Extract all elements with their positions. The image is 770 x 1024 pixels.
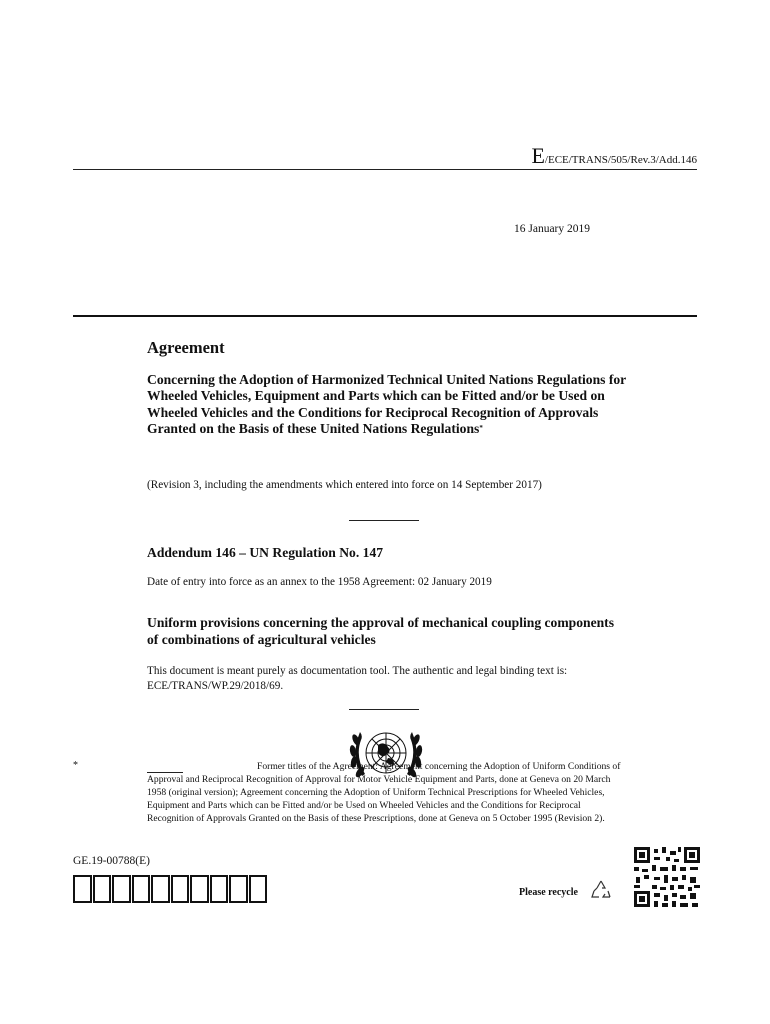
footnote-text: Former titles of the Agreement: Agreement concerning the Adoption of Uniform Conditions of Approval and Reciprocal Recognition of Approval for Motor Vehicle Equipment and Parts, done at Geneva on 20 March 1958 (original version); Agreement concerning the Adoption of Uniform Technical Prescriptions for Wheeled Vehicles, Equipment and Parts which can be Fitted and/or be Used on Wheeled Vehicles and the Conditions for Reciprocal Recognition of Approvals Granted on the Basis of these Prescriptions, done at Geneva on 5 October 1995 (Revision 2).	[147, 761, 621, 824]
barcode-box	[171, 875, 190, 903]
job-number: GE.19-00788(E)	[73, 855, 150, 867]
symbol-code: /ECE/TRANS/505/Rev.3/Add.146	[544, 154, 697, 166]
document-symbol	[73, 143, 697, 169]
footnote-star: *	[73, 760, 78, 771]
barcode-box	[210, 875, 229, 903]
agreement-title	[147, 372, 627, 438]
barcode-box	[190, 875, 209, 903]
please-recycle-label: Please recycle	[519, 887, 578, 898]
qr-code-icon	[634, 847, 700, 907]
separator-rule	[349, 520, 419, 521]
barcode	[73, 875, 267, 903]
barcode-box	[93, 875, 112, 903]
revision-note: (Revision 3, including the amendments which entered into force on 14 September 2017)	[147, 479, 542, 491]
document-date: 16 January 2019	[514, 223, 591, 235]
barcode-box	[249, 875, 268, 903]
documentation-note: This document is meant purely as documentation tool. The authentic and legal binding text is: ECE/TRANS/WP.29/2018/69.	[147, 665, 568, 692]
title-rule	[73, 315, 697, 317]
barcode-box	[132, 875, 151, 903]
barcode-box	[151, 875, 170, 903]
barcode-box	[73, 875, 92, 903]
header-rule	[73, 169, 697, 170]
symbol-prefix: E	[531, 143, 545, 168]
recycle-icon	[590, 879, 612, 901]
addendum-heading: Addendum 146 – UN Regulation No. 147	[147, 545, 384, 560]
separator-rule-2	[349, 709, 419, 710]
barcode-box	[229, 875, 248, 903]
agreement-heading: Agreement	[147, 338, 225, 357]
entry-into-force: Date of entry into force as an annex to the 1958 Agreement: 02 January 2019	[147, 576, 492, 588]
regulation-title: Uniform provisions concerning the approval of mechanical coupling components of combinations of agricultural vehicles	[147, 615, 614, 647]
agreement-title-text: Concerning the Adoption of Harmonized Technical United Nations Regulations for Wheeled Vehicles, Equipment and Parts which can be Fitted and/or be Used on Wheeled Vehicles and the Conditions for Reciprocal Recognition of Approvals Granted on the Basis of these United Nations Regulations	[147, 372, 626, 437]
footnote-marker: *	[479, 424, 483, 433]
barcode-box	[112, 875, 131, 903]
